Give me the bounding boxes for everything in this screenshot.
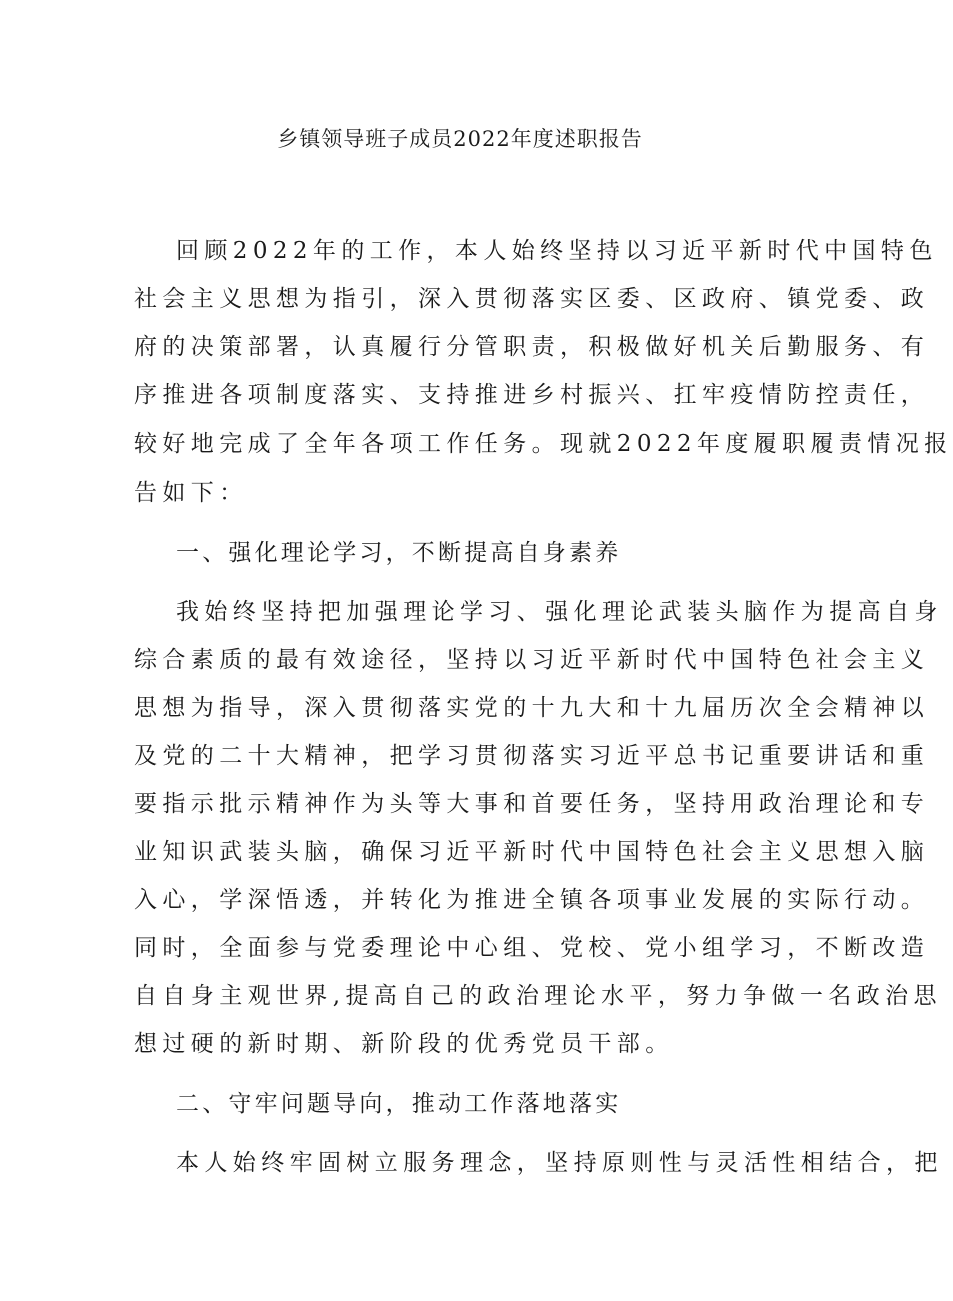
paragraph-3-line-1: 本人始终牢固树立服务理念，坚持原则性与灵活性相结合，把 <box>176 1150 943 1176</box>
paragraph-1-line-2: 社会主义思想为指引，深入贯彻落实区委、区政府、镇党委、政 <box>134 286 930 312</box>
paragraph-2-line-10: 想过硬的新时期、新阶段的优秀党员干部。 <box>134 1031 674 1057</box>
paragraph-2-line-2: 综合素质的最有效途径，坚持以习近平新时代中国特色社会主义 <box>134 647 930 673</box>
paragraph-1-line-3: 府的决策部署，认真履行分管职责，积极做好机关后勤服务、有 <box>134 334 930 360</box>
paragraph-1-line-6: 告如下： <box>134 480 248 506</box>
document-title: 乡镇领导班子成员2022年度述职报告 <box>277 127 643 151</box>
paragraph-2-line-5: 要指示批示精神作为头等大事和首要任务，坚持用政治理论和专 <box>134 791 930 817</box>
paragraph-2-line-9: 自自身主观世界,提高自己的政治理论水平，努力争做一名政治思 <box>134 983 942 1009</box>
section-2-heading: 二、守牢问题导向，推动工作落地落实 <box>176 1091 622 1117</box>
paragraph-1-line-1: 回顾2022年的工作，本人始终坚持以习近平新时代中国特色 <box>176 238 938 264</box>
paragraph-1-line-4: 序推进各项制度落实、支持推进乡村振兴、扛牢疫情防控责任， <box>134 382 930 408</box>
paragraph-2-line-7: 入心，学深悟透，并转化为推进全镇各项事业发展的实际行动。 <box>134 887 930 913</box>
paragraph-2-line-3: 思想为指导，深入贯彻落实党的十九大和十九届历次全会精神以 <box>134 695 930 721</box>
paragraph-2-line-1: 我始终坚持把加强理论学习、强化理论武装头脑作为提高自身 <box>176 599 943 625</box>
section-1-heading: 一、强化理论学习，不断提高自身素养 <box>176 540 622 566</box>
paragraph-1-line-5: 较好地完成了全年各项工作任务。现就2022年度履职履责情况报 <box>134 431 953 457</box>
paragraph-2-line-4: 及党的二十大精神，把学习贯彻落实习近平总书记重要讲话和重 <box>134 743 930 769</box>
paragraph-2-line-8: 同时，全面参与党委理论中心组、党校、党小组学习，不断改造 <box>134 935 930 961</box>
paragraph-2-line-6: 业知识武装头脑，确保习近平新时代中国特色社会主义思想入脑 <box>134 839 930 865</box>
